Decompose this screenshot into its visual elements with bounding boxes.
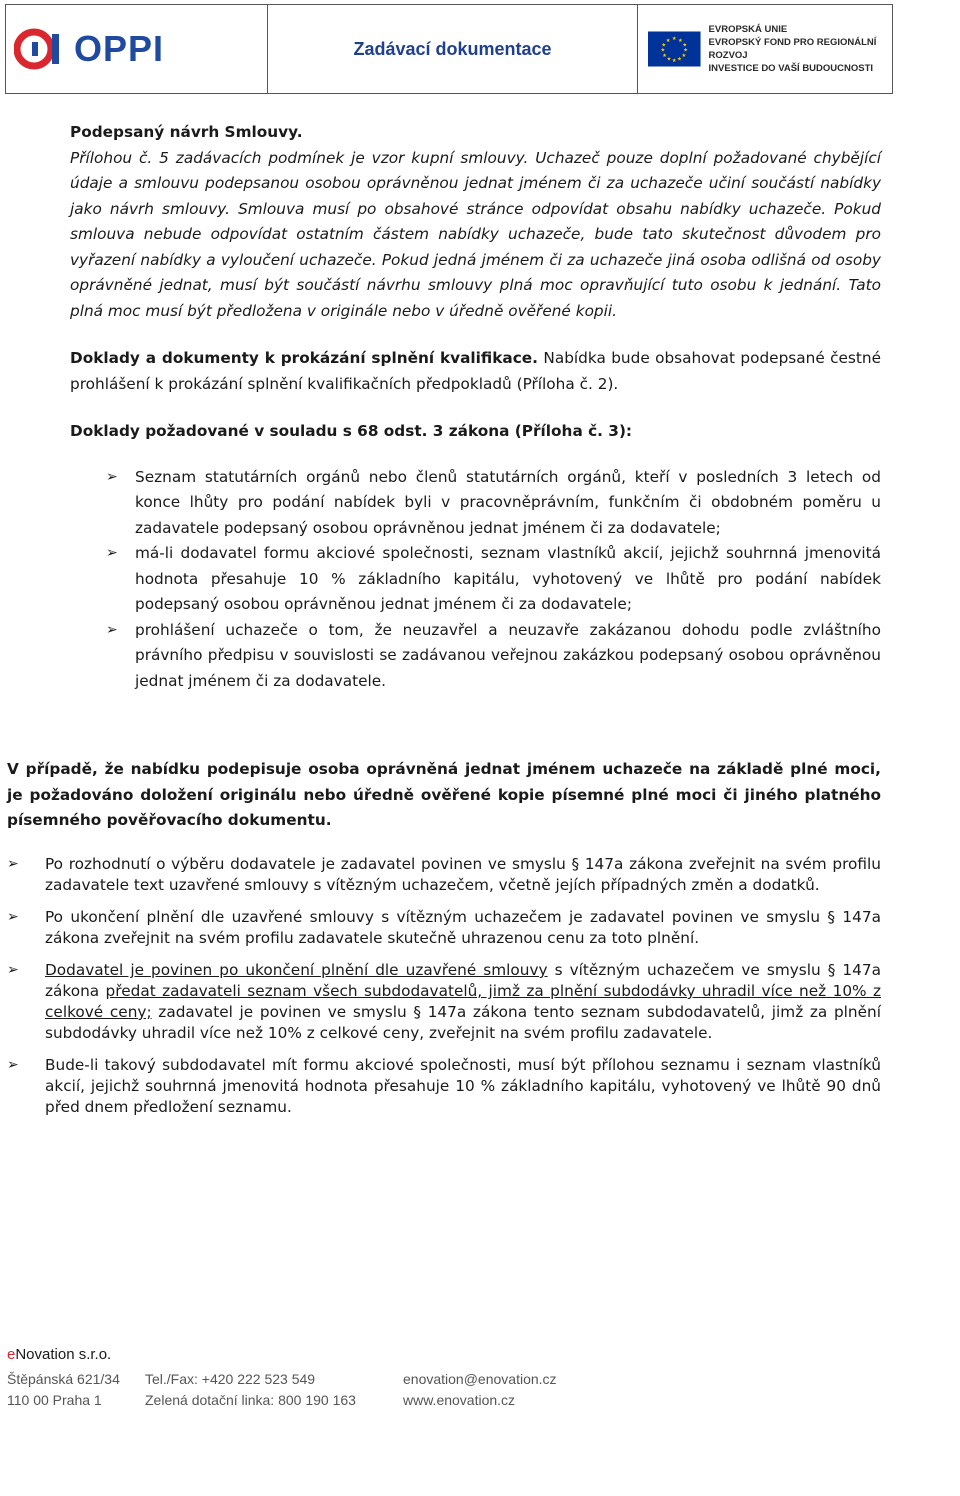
document-footer <box>7 1346 707 1411</box>
contract-text: Přílohou č. 5 zadávacích podmínek je vzor kupní smlouvy. Uchazeč pouze doplní požadované chybějící údaje a smlouvu podepsanou osobou oprávněnou jednat jménem či za uchazeče učiní součástí nabídky jako návrh smlouvy. Smlouva musí po obsahové stránce odpovídat obsahu nabídky uchazeče. Pokud smlouva nebude odpovídat ostatním částem nabídky uchazeče, bude tato skutečnost důvodem pro vyřazení nabídky a vyloučení uchazeče. Pokud jedná jménem či za uchazeče jiná osoba odlišná od osoby oprávněné jednat, musí být součástí návrhu smlouvy plná moc opravňující tuto osobu k jednání. Tato plná moc musí být předložena v originále nebo v úředně ověřené kopii. <box>70 148 881 320</box>
svg-text:★: ★ <box>660 47 666 54</box>
eu-flag-icon <box>648 29 701 69</box>
list-item-text: zadavatel je povinen ve smyslu § 147a zákona tento seznam subdodavatelů, jimž za plnění subdodávky uhradil více než 10% z celkové ceny, zveřejnit na svém profilu zadavatele. <box>45 1003 881 1042</box>
list-item-text: Bude-li takový subdodavatel mít formu akciové společnosti, musí být přílohou seznamu i seznam vlastníků akcií, jejichž souhrnná jmenovitá hodnota přesahuje 10 % základního kapitálu, vyhotovený ve lhůtě 90 dnů před dnem předložení seznamu. <box>45 1056 881 1116</box>
qualification-heading: Doklady a dokumenty k prokázání splnění kvalifikace. <box>70 349 538 367</box>
arrow-bullet-icon: ➢ <box>106 621 118 638</box>
list-item-text: Seznam statutárních orgánů nebo členů statutárních orgánů, kteří v posledních 3 letech od konce lhůty pro podání nabídek byli v pracovněprávním, funkčním či obdobném poměru u zadavatele podepsaný osobou oprávněnou jednat jménem či za dodavatele; <box>135 467 881 537</box>
arrow-bullet-icon: ➢ <box>106 545 118 561</box>
arrow-bullet-icon: ➢ <box>7 962 19 978</box>
svg-text:★: ★ <box>666 56 672 63</box>
document-title: Zadávací dokumentace <box>268 5 638 93</box>
footer-phone: Tel./Fax: +420 222 523 549 <box>145 1371 316 1387</box>
underlined-text: Dodavatel je povinen po ukončení plnění dle uzavřené smlouvy <box>45 961 548 979</box>
footer-brand-e: e <box>7 1346 16 1363</box>
contract-section <box>70 120 881 324</box>
eu-line-3: INVESTICE DO VAŠÍ BUDOUCNOSTI <box>708 63 874 74</box>
document-header <box>5 4 893 94</box>
footer-brand <box>7 1346 707 1363</box>
arrow-bullet-icon: ➢ <box>7 1057 19 1073</box>
svg-text:★: ★ <box>681 52 687 59</box>
footer-greenline: Zelená dotační linka: 800 190 163 <box>145 1392 356 1408</box>
list-item-text: prohlášení uchazeče o tom, že neuzavřel a neuzavře zakázanou dohodu podle zvláštního právního předpisu v souvislosti se zadávanou veřejnou zakázkou podepsaný osobou oprávněnou jednat jménem či za dodavatele. <box>135 620 881 690</box>
svg-text:★: ★ <box>683 47 689 54</box>
footer-brand-rest: Novation s.r.o. <box>15 1346 112 1363</box>
oppi-logo-text: OPPI <box>74 28 165 69</box>
list-item <box>7 1055 881 1118</box>
main-content <box>70 120 881 694</box>
svg-text:★: ★ <box>665 37 671 44</box>
list-item <box>7 907 881 949</box>
publication-list <box>7 854 881 1129</box>
arrow-bullet-icon: ➢ <box>7 856 19 872</box>
footer-web[interactable]: www.enovation.cz <box>403 1392 516 1408</box>
underlined-text: předat zadavateli seznam všech subdodavatelů, jimž za plnění subdodávky uhradil více než 10% z celkové ceny; <box>45 982 882 1021</box>
power-of-attorney-notice: V případě, že nabídku podepisuje osoba oprávněná jednat jménem uchazeče na základě plné moci, je požadováno doložení originálu nebo úředně ověřené kopie písemné plné moci či jiného platného písemného pověřovacího dokumentu. <box>7 760 881 829</box>
eu-line-2: EVROPSKÝ FOND PRO REGIONÁLNÍ ROZVOJ <box>708 37 877 61</box>
svg-text:★: ★ <box>662 52 667 59</box>
documents-list <box>70 465 881 695</box>
documents-section <box>70 419 881 694</box>
list-item-text: Po rozhodnutí o výběru dodavatele je zadavatel povinen ve smyslu § 147a zákona zveřejnit na svém profilu zadavatele text uzavřené smlouvy s vítězným uchazečem, včetně jejích případných změn a dodatků. <box>45 855 881 894</box>
qualification-section <box>70 346 881 397</box>
footer-email[interactable]: enovation@enovation.cz <box>403 1371 557 1387</box>
documents-heading: Doklady požadované v souladu s 68 odst. 3 zákona (Příloha č. 3): <box>70 422 633 440</box>
arrow-bullet-icon: ➢ <box>106 468 118 485</box>
svg-text:★: ★ <box>661 42 667 49</box>
svg-text:★: ★ <box>671 36 677 43</box>
contract-heading: Podepsaný návrh Smlouvy. <box>70 123 303 141</box>
eu-text <box>709 23 892 75</box>
qualification-text: Nabídka bude obsahovat podepsané čestné prohlášení k prokázání splnění kvalifikačních předpokladů (Příloha č. 2). <box>70 349 882 393</box>
svg-text:★: ★ <box>671 58 677 65</box>
list-item-text: s vítězným uchazečem ve smyslu § 147a zákona <box>45 961 881 1000</box>
arrow-bullet-icon: ➢ <box>7 909 19 925</box>
footer-address-1: Štěpánská 621/34 <box>7 1371 120 1387</box>
qualification-paragraph <box>70 346 881 397</box>
list-item-text: má-li dodavatel formu akciové společnosti, seznam vlastníků akcií, jejichž souhrnná jmenovitá hodnota přesahuje 10 % základního kapitálu, vyhotovený ve lhůtě pro podání nabídek podepsaný osobou oprávněnou jednat jménem či za dodavatele; <box>135 544 881 613</box>
list-item <box>7 854 881 896</box>
list-item <box>70 465 881 542</box>
list-item <box>70 541 881 618</box>
svg-text:★: ★ <box>682 42 688 49</box>
svg-text:★: ★ <box>678 37 683 44</box>
oppi-logo <box>6 5 268 93</box>
eu-line-1: EVROPSKÁ UNIE <box>708 24 788 35</box>
list-item <box>70 618 881 695</box>
list-item-text: Po ukončení plnění dle uzavřené smlouvy s vítězným uchazečem je zadavatel povinen ve smyslu § 147a zákona zveřejnit na svém profilu zadavatele skutečně uhrazenou cenu za toto plnění. <box>45 908 881 947</box>
footer-address-2: 110 00 Praha 1 <box>7 1392 102 1408</box>
oppi-logo-mark-icon <box>14 24 64 74</box>
svg-text:★: ★ <box>677 56 682 63</box>
footer-row <box>7 1390 707 1411</box>
footer-row <box>7 1369 707 1390</box>
eu-logo <box>638 5 892 93</box>
list-item <box>7 960 881 1044</box>
